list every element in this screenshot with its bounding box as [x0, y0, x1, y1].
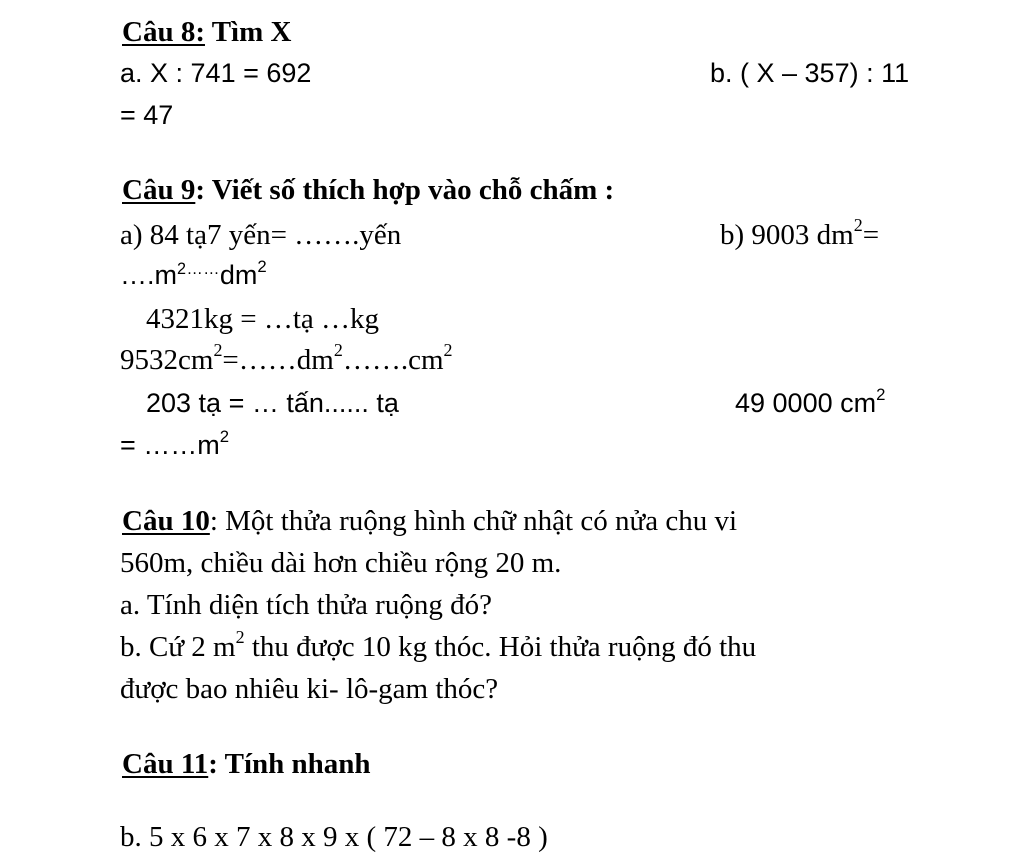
q9-cm-prefix: 9532cm — [120, 344, 214, 376]
q9-cm-sup1: 2 — [213, 339, 223, 360]
q9-last-line — [120, 426, 230, 460]
q9-line2-mid: dm — [219, 260, 258, 290]
q8-part-a: a. X : 741 = 692 — [120, 58, 312, 88]
q9-part-b — [720, 214, 880, 251]
q9-line2-sup2: 2 — [257, 256, 267, 276]
q10-b-suffix: thu được 10 kg thóc. Hỏi thửa ruộng đó thu — [244, 631, 757, 663]
q10-line-1 — [122, 507, 737, 536]
q9-label: Câu 9 — [122, 174, 196, 206]
q9-cm-line — [120, 339, 453, 376]
q9-right-sup: 2 — [876, 384, 886, 404]
q11-label: Câu 11 — [122, 748, 209, 780]
q8-part-b-continued: = 47 — [120, 100, 174, 130]
q9-ta-line: 203 tạ = … tấn...... tạ — [146, 388, 399, 418]
q8-label: Câu 8: — [122, 16, 205, 48]
q10-line-2: 560m, chiều dài hơn chiều rộng 20 m. — [120, 547, 562, 579]
q9-part-b-prefix: b) 9003 dm — [720, 219, 854, 251]
q9-cm-sup2: 2 — [333, 339, 343, 360]
q8-part-b: b. ( X – 357) : 11 — [710, 58, 910, 88]
q10-b-sup: 2 — [235, 626, 245, 647]
q10-text1: : Một thửa ruộng hình chữ nhật có nửa chu vi — [209, 505, 737, 537]
q11-part-b: b. 5 x 6 x 7 x 8 x 9 x ( 72 – 8 x 8 -8 ) — [120, 821, 548, 853]
q9-right-prefix: 49 0000 cm — [735, 388, 877, 418]
q9-line2-prefix: ….m — [120, 260, 177, 290]
q10-part-a: a. Tính diện tích thửa ruộng đó? — [120, 589, 492, 621]
q9-cm-sup3: 2 — [443, 339, 453, 360]
q9-cm-mid1: =……dm — [222, 344, 334, 376]
q9-title: : Viết số thích hợp vào chỗ chấm : — [195, 174, 615, 206]
q10-part-b-continued: được bao nhiêu ki- lô-gam thóc? — [120, 673, 499, 705]
q9-last-sup: 2 — [219, 426, 230, 446]
q9-cm-mid2: …….cm — [342, 344, 444, 376]
q9-part-a: a) 84 tạ7 yến= …….yến — [120, 219, 402, 251]
q9-heading — [122, 176, 614, 205]
q9-last-prefix: = ……m — [120, 430, 220, 460]
q9-line-m2-dm2 — [120, 256, 267, 290]
q10-b-prefix: b. Cứ 2 m — [120, 631, 236, 663]
q11-heading — [122, 750, 371, 779]
q9-cm2-value — [735, 384, 886, 418]
q9-line2-sup: 2…… — [177, 260, 220, 278]
q9-part-b-suffix: = — [862, 219, 880, 251]
q9-part-b-sup: 2 — [853, 214, 863, 235]
q10-label: Câu 10 — [122, 505, 210, 537]
q11-title: : Tính nhanh — [208, 748, 371, 780]
q10-part-b — [120, 626, 757, 663]
q8-title: Tìm X — [211, 16, 292, 48]
q8-heading — [122, 18, 291, 47]
q9-kg-line: 4321kg = …tạ …kg — [146, 303, 380, 335]
